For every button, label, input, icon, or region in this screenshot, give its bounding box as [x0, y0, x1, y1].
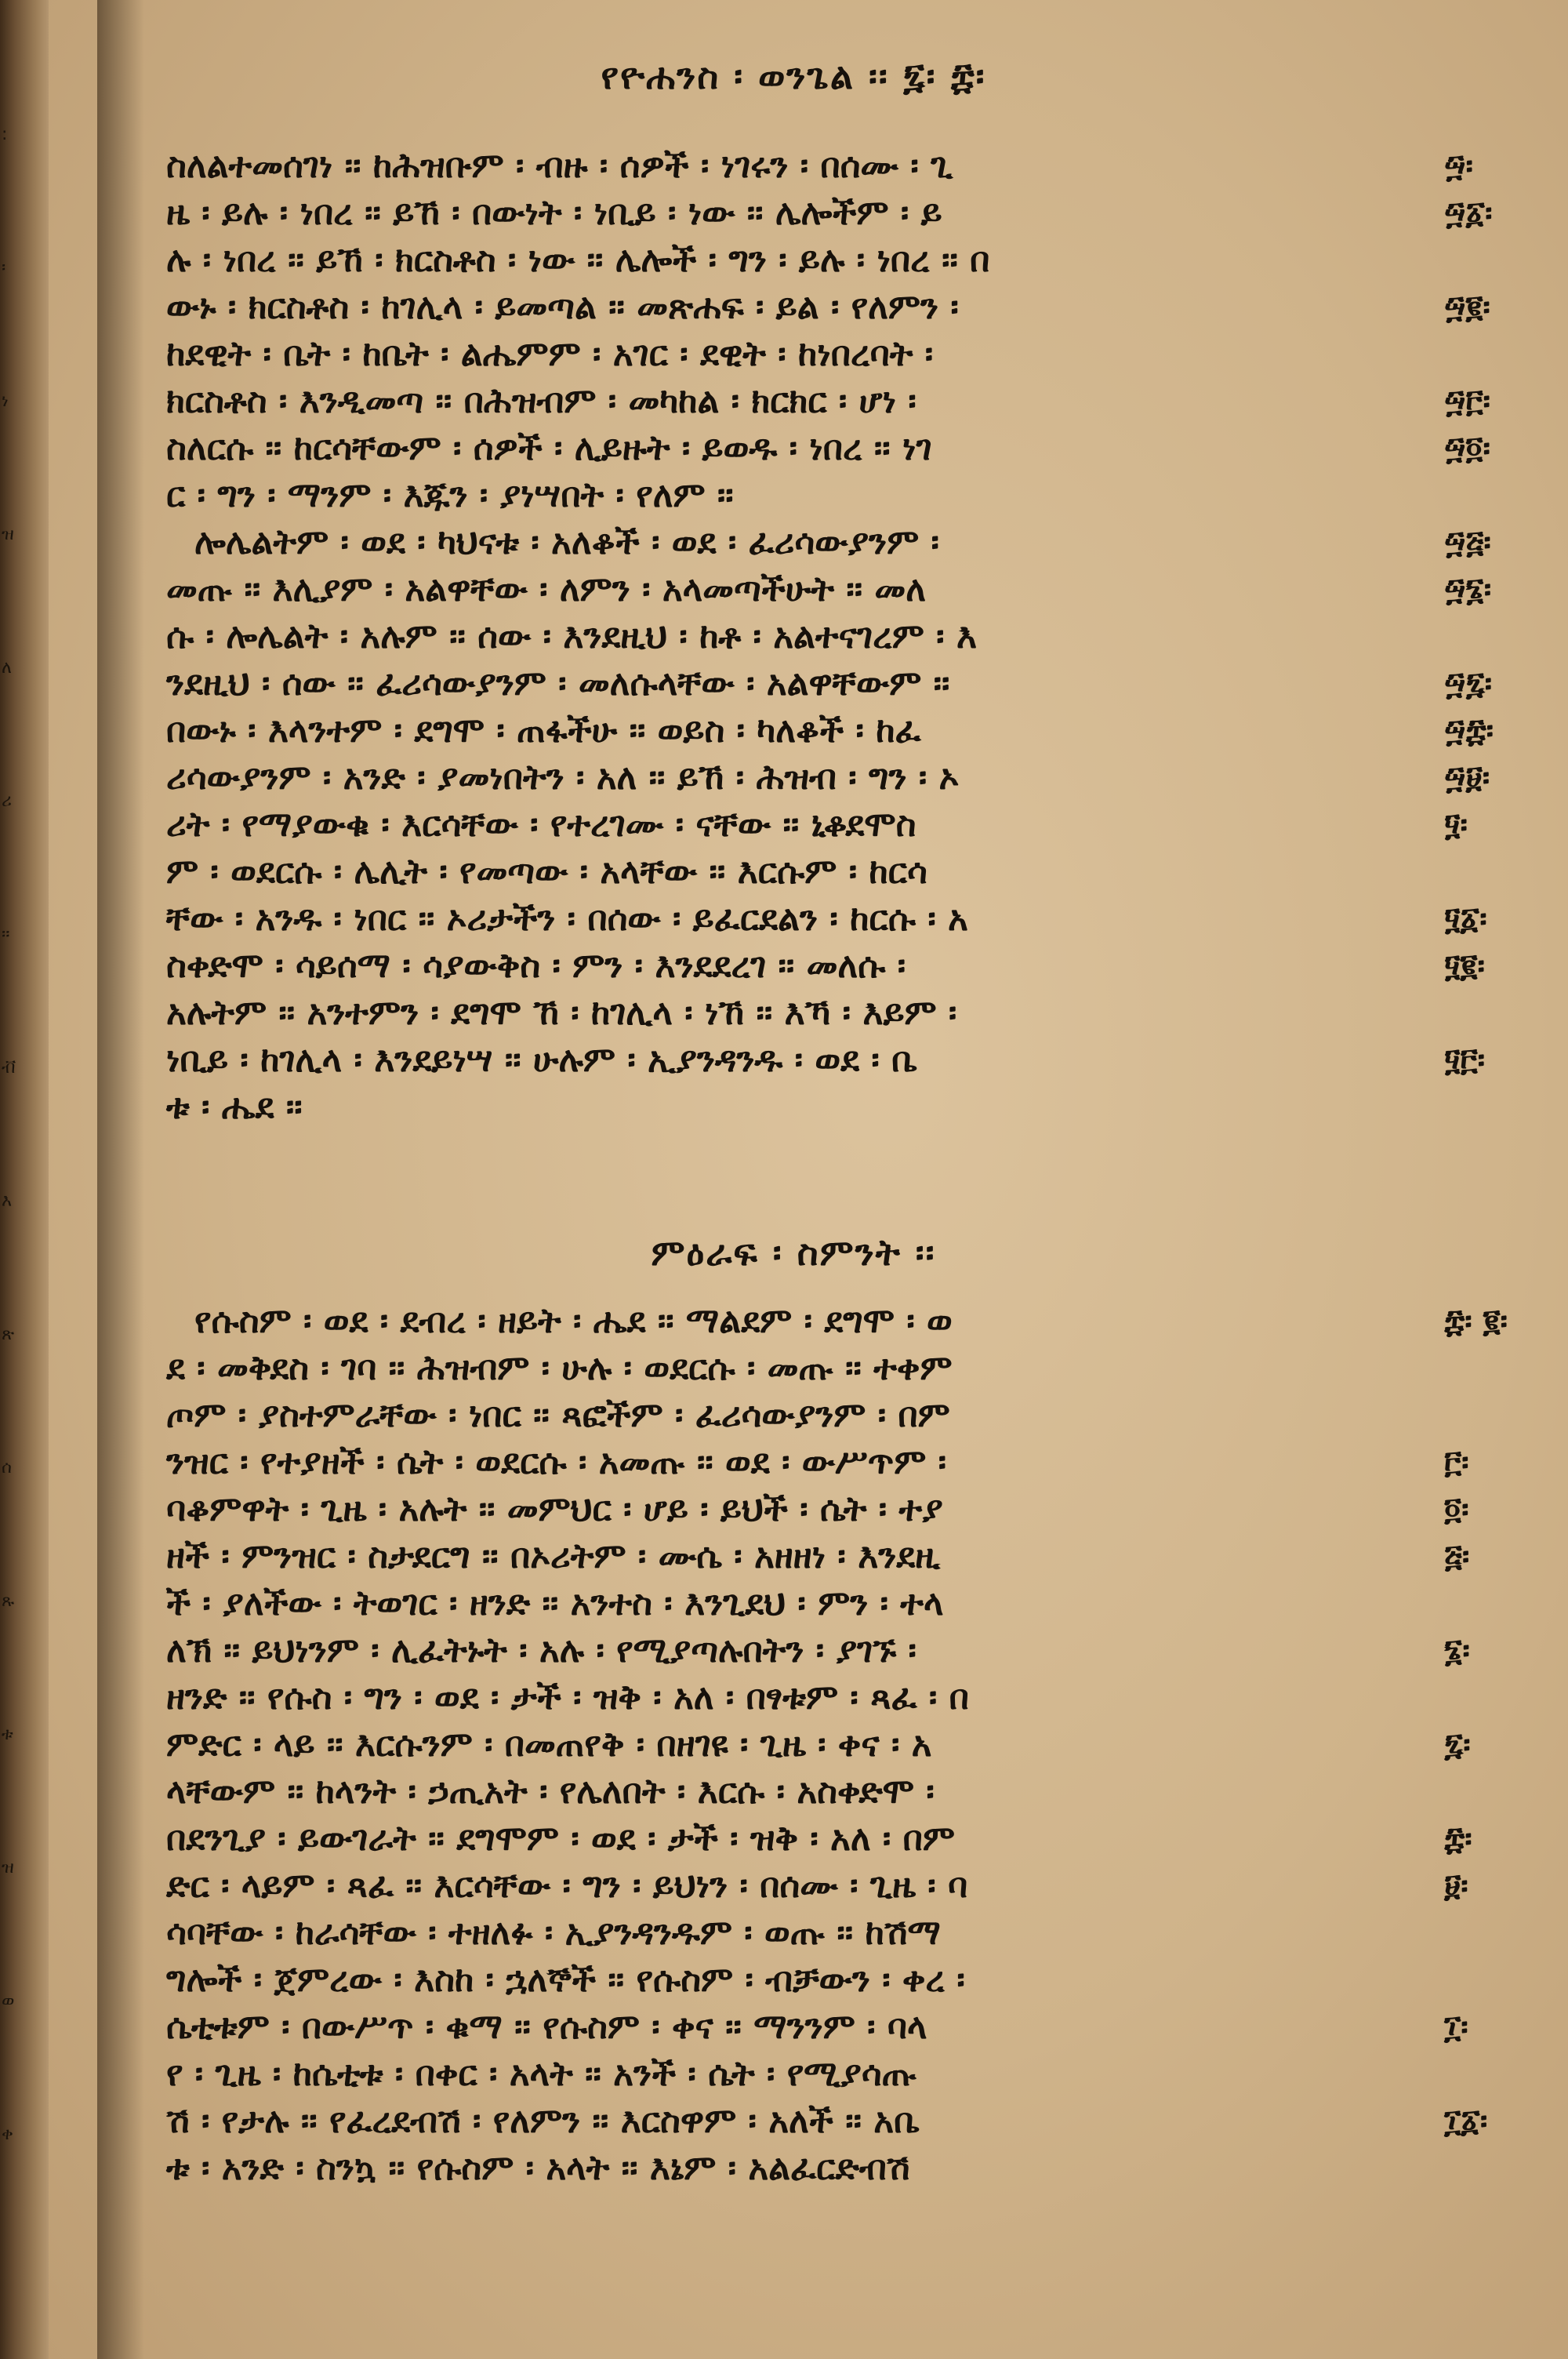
line-text: ባቆምዋት ፡ ጊዜ ፡ አሉት ፡፡ መምህር ፡ ሆይ ፡ ይህች ፡ ሴት ፡ ተያ [166, 1489, 943, 1529]
previous-page-fragment: ሪ [2, 792, 12, 811]
chapter-heading: ምዕራፍ ፡ ስምንት ፡፡ [651, 1231, 936, 1274]
line-text: ሎሌልትም ፡ ወደ ፡ ካህናቱ ፡ አለቆች ፡ ወደ ፡ ፈሪሳውያንም ፡ [194, 522, 939, 562]
line-text: ዘንድ ፡፡ የሱስ ፡ ግን ፡ ወደ ፡ ታች ፡ ዝቅ ፡ አለ ፡ በፃቱም ፡ ጻፈ ፡ በ [166, 1677, 969, 1717]
verse-number: ፰፡ ፪፡ [1444, 1303, 1508, 1339]
line-text: ሉ ፡ ነበረ ፡፡ ይኸ ፡ ክርስቶስ ፡ ነው ፡፡ ሌሎች ፡ ግን ፡ ይሉ ፡ ነበረ ፡፡ በ [166, 240, 990, 280]
text-line [166, 1674, 1499, 1721]
text-line [166, 519, 1499, 566]
text-line [166, 1627, 1499, 1674]
line-text: ነቢይ ፡ ከገሊላ ፡ እንደይነሣ ፡፡ ሁሉም ፡ ኢያንዳንዱ ፡ ወደ ፡ ቤ [166, 1040, 918, 1080]
line-text: ች ፡ ያለችው ፡ ትወገር ፡ ዘንድ ፡፡ አንተስ ፡ እንጊደህ ፡ ምን ፡ ተላ [166, 1583, 944, 1623]
previous-page-fragment: ጹ [2, 1592, 15, 1611]
verse-number: ፵፡ [1444, 148, 1473, 184]
line-text: ር ፡ ግን ፡ ማንም ፡ እጁን ፡ ያነሣበት ፡ የለም ፡፡ [166, 475, 734, 515]
previous-page-fragment: እ [2, 1192, 13, 1211]
line-text: ግሎች ፡ ጀምረው ፡ እስከ ፡ ኋለኞች ፡፡ የሱስም ፡ ብቻውን ፡ ቀረ ፡ [166, 1960, 965, 2000]
text-line [166, 1863, 1499, 1910]
text-line [166, 849, 1499, 896]
text-line [166, 1486, 1499, 1533]
line-text: ለኽ ፡፡ ይህነንም ፡ ሊፈትኑት ፡ አሉ ፡ የሚያጣሉበትን ፡ ያገኙ ፡ [166, 1630, 916, 1670]
text-line [166, 2098, 1499, 2145]
text-line [166, 1957, 1499, 2004]
text-line [166, 1037, 1499, 1084]
verse-number: ፬፡ [1444, 1492, 1469, 1528]
text-line [166, 990, 1499, 1037]
verse-number: ፵፫፡ [1444, 383, 1490, 420]
verse-number: ፵፬፡ [1444, 431, 1490, 467]
text-line [166, 613, 1499, 660]
text-line [166, 1392, 1499, 1439]
page-content [166, 0, 1508, 2359]
line-text: ደ ፡ መቅደስ ፡ ገባ ፡፡ ሕዝብም ፡ ሁሉ ፡ ወደርሱ ፡ መጡ ፡፡ ተቀም [166, 1348, 953, 1388]
text-line [166, 472, 1499, 519]
text-line [166, 425, 1499, 472]
previous-page-fragment: ዝ [2, 525, 14, 544]
verse-number: ፲፡ [1444, 2009, 1468, 2045]
previous-page-fragment: ፡ [2, 259, 6, 278]
text-line [166, 707, 1499, 754]
verse-number: ፲፩፡ [1444, 2103, 1488, 2139]
line-text: በውኑ ፡ እላንተም ፡ ደግሞ ፡ ጠፋችሁ ፡፡ ወይስ ፡ ካለቆች ፡ ከፈ [166, 711, 921, 751]
gutter-shadow [97, 0, 144, 2359]
previous-page-fragment: ለ [2, 659, 12, 678]
line-text: ጦም ፡ ያስተምራቸው ፡ ነበር ፡፡ ጻፎችም ፡ ፈሪሳውያንም ፡ በም [166, 1395, 950, 1435]
line-text: ሪሳውያንም ፡ አንድ ፡ ያመነበትን ፡ አለ ፡፡ ይኸ ፡ ሕዝብ ፡ ግን ፡ ኦ [166, 758, 960, 798]
previous-page-fragment: ጽ [2, 1325, 15, 1344]
verse-number: ፵፯፡ [1444, 666, 1493, 702]
line-text: ሽ ፡ የታሉ ፡፡ የፈረደብሽ ፡ የለምን ፡፡ እርስዋም ፡ አለች ፡፡ አቤ [166, 2101, 920, 2141]
line-text: የሱስም ፡ ወደ ፡ ደብረ ፡ ዘይት ፡ ሔደ ፡፡ ማልደም ፡ ደግሞ ፡ ወ [194, 1301, 953, 1341]
verse-number: ፵፮፡ [1444, 572, 1492, 608]
text-line [166, 1439, 1499, 1486]
line-text: ቱ ፡ አንድ ፡ ስንኳ ፡፡ የሱስም ፡ አላት ፡፡ እኔም ፡ አልፈርድብሽ [166, 2148, 910, 2188]
previous-page-fragment: ነ [2, 392, 9, 411]
line-text: የ ፡ ጊዜ ፡ ከሴቲቱ ፡ በቀር ፡ አላት ፡፡ አንች ፡ ሴት ፡ የሚያሳጡ [166, 2054, 916, 2094]
line-text: ክርስቶስ ፡ እንዲመጣ ፡፡ በሕዝብም ፡ መካከል ፡ ክርክር ፡ ሆነ ፡ [166, 381, 916, 421]
line-text: ላቸውም ፡፡ ከላንት ፡ ኃጢአት ፡ የሌለበት ፡ እርሱ ፡ አስቀድሞ ፡ [166, 1772, 935, 1812]
text-line [166, 1580, 1499, 1627]
book-page [49, 0, 1568, 2359]
text-line [166, 1721, 1499, 1768]
line-text: ምድር ፡ ላይ ፡፡ እርሱንም ፡ በመጠየቅ ፡ በዘገዩ ፡ ጊዜ ፡ ቀና ፡ አ [166, 1725, 932, 1765]
text-line [166, 2145, 1499, 2192]
text-line [166, 896, 1499, 943]
verse-number: ፭፡ [1444, 1539, 1470, 1575]
line-text: ቱ ፡ ሔደ ፡፡ [166, 1087, 303, 1127]
text-line [166, 566, 1499, 613]
verse-number: ፶፫፡ [1444, 1042, 1486, 1078]
text-line [166, 2004, 1499, 2051]
line-text: ዘች ፡ ምንዝር ፡ ስታደርግ ፡፡ በኦሪትም ፡ ሙሴ ፡ አዘዘነ ፡ እንደዚ [166, 1536, 941, 1576]
text-line [166, 660, 1499, 707]
verse-number: ፱፡ [1444, 1868, 1468, 1904]
text-line [166, 143, 1499, 190]
line-text: አሉትም ፡፡ አንተምን ፡ ደግሞ ኸ ፡ ከገሊላ ፡ ነኸ ፡፡ እኻ ፡ እይም ፡ [166, 993, 957, 1033]
verse-number: ፮፡ [1444, 1633, 1470, 1669]
line-text: ሴቲቱም ፡ በውሥጥ ፡ ቁማ ፡፡ የሱስም ፡ ቀና ፡፡ ማንንም ፡ ባላ [166, 2007, 927, 2047]
text-line [166, 1533, 1499, 1580]
line-text: ድር ፡ ላይም ፡ ጻፈ ፡፡ እርሳቸው ፡ ግን ፡ ይህነን ፡ በሰሙ ፡ ጊዜ ፡ ባ [166, 1866, 968, 1906]
text-line [166, 190, 1499, 237]
line-text: ከደዊት ፡ ቤት ፡ ከቤት ፡ ልሔምም ፡ አገር ፡ ደዊት ፡ ከነበረባት ፡ [166, 334, 934, 374]
text-line [166, 1816, 1499, 1863]
text-line [166, 331, 1499, 378]
verse-number: ፶፩፡ [1444, 901, 1487, 937]
verse-number: ፵፰፡ [1444, 713, 1494, 749]
previous-page-fragment: ወ [2, 1992, 15, 2011]
text-line [166, 1345, 1499, 1392]
line-text: ውኑ ፡ ክርስቶስ ፡ ከገሊላ ፡ ይመጣል ፡፡ መጽሐፍ ፡ ይል ፡ የለምን ፡ [166, 287, 959, 327]
verse-number: ፰፡ [1444, 1821, 1472, 1857]
previous-page-fragment: ቀ [2, 2125, 13, 2144]
line-text: ስለርሱ ፡፡ ከርሳቸውም ፡ ሰዎች ፡ ሊይዙት ፡ ይወዱ ፡ ነበረ ፡፡ ነገ [166, 428, 932, 468]
text-line [166, 754, 1499, 801]
line-text: ንዝር ፡ የተያዘች ፡ ሴት ፡ ወደርሱ ፡ አመጡ ፡፡ ወደ ፡ ውሥጥም ፡ [166, 1442, 947, 1482]
previous-page-fragment: ቭ [2, 1059, 16, 1078]
text-line [166, 1298, 1508, 1345]
line-text: ንደዚህ ፡ ሰው ፡፡ ፈሪሳውያንም ፡ መለሱላቸው ፡ አልዋቸውም ፡፡ [166, 663, 950, 703]
verse-number: ፯፡ [1444, 1727, 1471, 1763]
text-block-chapter-8 [166, 1298, 1508, 2192]
previous-page-fragment: : [2, 125, 8, 144]
verse-number: ፶፪፡ [1444, 948, 1485, 984]
line-text: ስለልተመሰገነ ፡፡ ከሕዝቡም ፡ ብዙ ፡ ሰዎች ፡ ነገሩን ፡ በሰሙ ፡ ጊ [166, 146, 953, 186]
text-line [166, 1768, 1499, 1816]
verse-number: ፵፪፡ [1444, 289, 1490, 325]
line-text: በደንጊያ ፡ ይውገራት ፡፡ ደግሞም ፡ ወደ ፡ ታች ፡ ዝቅ ፡ አለ ፡ በም [166, 1819, 955, 1859]
previous-page-fragment: ዝ [2, 1859, 14, 1877]
verse-number: ፵፭፡ [1444, 525, 1491, 561]
previous-page-edge [0, 0, 49, 2359]
verse-number: ፶፡ [1444, 807, 1468, 843]
line-text: ም ፡ ወደርሱ ፡ ሌሊት ፡ የመጣው ፡ አላቸው ፡፡ እርሱም ፡ ከርሳ [166, 852, 927, 892]
verse-number: ፫፡ [1444, 1445, 1469, 1481]
line-text: ሪት ፡ የማያውቁ ፡ እርሳቸው ፡ የተረገሙ ፡ ናቸው ፡፡ ኒቆደሞስ [166, 805, 916, 845]
text-line [166, 284, 1499, 331]
previous-page-fragment: ፡፡ [2, 925, 10, 944]
previous-page-fragment: ሰ [2, 1459, 12, 1478]
verse-number: ፵፱፡ [1444, 760, 1490, 796]
text-line [166, 1084, 1499, 1131]
line-text: ቸው ፡ አንዱ ፡ ነበር ፡፡ ኦሪታችን ፡ በሰው ፡ ይፈርደልን ፡ ከርሱ ፡ አ [166, 899, 968, 939]
verse-number: ፵፩፡ [1444, 195, 1493, 231]
text-line [166, 378, 1499, 425]
text-line [166, 237, 1499, 284]
line-text: ሱ ፡ ሎሌልት ፡ አሉም ፡፡ ሰው ፡ እንደዚህ ፡ ከቶ ፡ አልተናገረም ፡ እ [166, 616, 977, 656]
line-text: ስቀድሞ ፡ ሳይሰማ ፡ ሳያውቅስ ፡ ምን ፡ እንደደረገ ፡፡ መለሱ ፡ [166, 946, 906, 986]
line-text: መጡ ፡፡ እሊያም ፡ አልዋቸው ፡ ለምን ፡ አላመጣችሁት ፡፡ መለ [166, 569, 926, 609]
text-line [166, 1910, 1499, 1957]
text-line [166, 2051, 1499, 2098]
text-line [166, 801, 1499, 849]
text-line [166, 943, 1499, 990]
text-block-chapter-7 [166, 143, 1499, 1131]
previous-page-fragment: ቱ [2, 1725, 13, 1744]
line-text: ዜ ፡ ይሉ ፡ ነበረ ፡፡ ይኸ ፡ በውነት ፡ ነቢይ ፡ ነው ፡፡ ሌሎችም ፡ ይ [166, 193, 942, 233]
running-head: የዮሐንስ ፡ ወንጌል ፡፡ ፯፡ ፰፡ [601, 55, 986, 97]
line-text: ሳባቸው ፡ ከራሳቸው ፡ ተዘለፉ ፡ ኢያንዳንዱም ፡ ወጡ ፡፡ ከሽማ [166, 1913, 941, 1953]
